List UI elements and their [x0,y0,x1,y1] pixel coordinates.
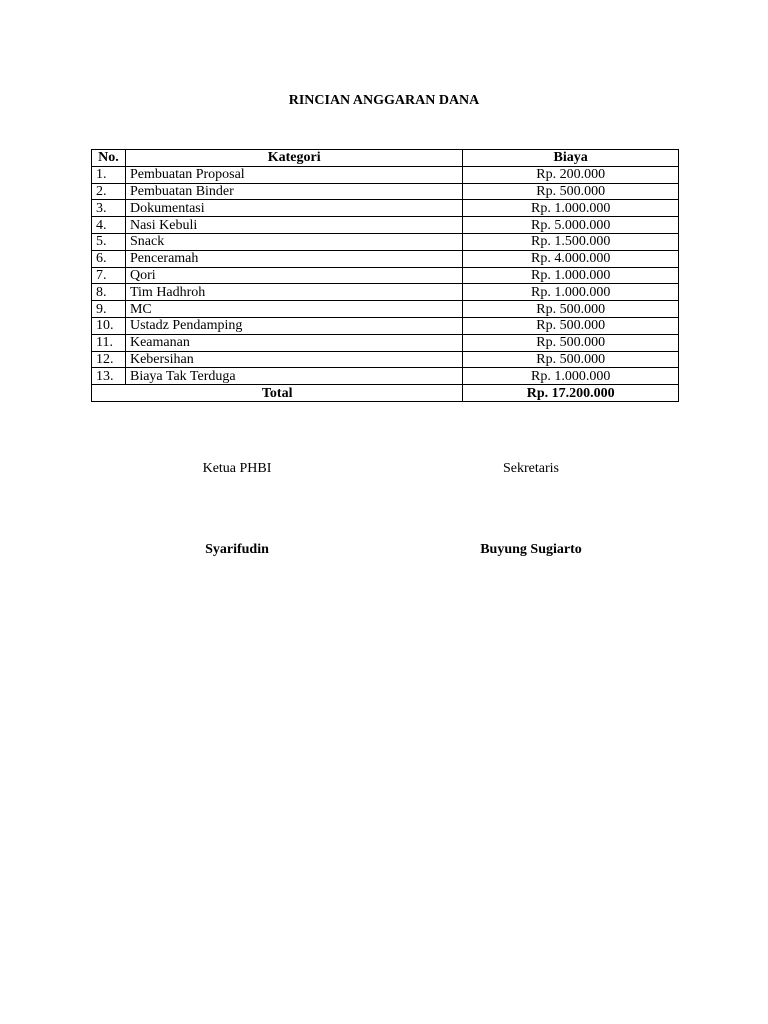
signature-right-role: Sekretaris [503,461,559,476]
table-row [92,301,679,318]
row-no: 2. [92,183,126,200]
header-no: No. [92,150,126,167]
table-header-row [92,150,679,167]
row-category: Pembuatan Proposal [125,166,462,183]
table-row [92,200,679,217]
header-cost: Biaya [463,150,679,167]
row-category: Kebersihan [125,351,462,368]
row-no: 8. [92,284,126,301]
table-row [92,233,679,250]
total-value: Rp. 17.200.000 [463,385,679,402]
signature-right-name: Buyung Sugiarto [480,542,582,557]
row-category: Pembuatan Binder [125,183,462,200]
row-cost: Rp. 200.000 [463,166,679,183]
row-no: 13. [92,368,126,385]
table-row [92,368,679,385]
row-cost: Rp. 500.000 [463,183,679,200]
total-row [92,385,679,402]
table-row [92,351,679,368]
row-no: 6. [92,250,126,267]
total-label: Total [92,385,463,402]
row-category: Dokumentasi [125,200,462,217]
row-cost: Rp. 500.000 [463,351,679,368]
row-category: Nasi Kebuli [125,217,462,234]
budget-table [91,149,679,402]
row-category: Qori [125,267,462,284]
header-category: Kategori [125,150,462,167]
row-category: Keamanan [125,334,462,351]
signature-left-role: Ketua PHBI [202,461,272,476]
table-row [92,317,679,334]
signature-left-name: Syarifudin [205,542,269,557]
table-row [92,334,679,351]
row-cost: Rp. 500.000 [463,334,679,351]
row-cost: Rp. 1.000.000 [463,284,679,301]
row-no: 9. [92,301,126,318]
row-category: Biaya Tak Terduga [125,368,462,385]
row-no: 7. [92,267,126,284]
row-category: Penceramah [125,250,462,267]
document-title: RINCIAN ANGGARAN DANA [288,93,480,108]
row-category: MC [125,301,462,318]
table-row [92,250,679,267]
table-row [92,166,679,183]
row-cost: Rp. 1.000.000 [463,368,679,385]
row-cost: Rp. 500.000 [463,301,679,318]
row-no: 1. [92,166,126,183]
table-row [92,284,679,301]
row-category: Tim Hadhroh [125,284,462,301]
row-no: 3. [92,200,126,217]
row-cost: Rp. 4.000.000 [463,250,679,267]
row-cost: Rp. 1.000.000 [463,267,679,284]
row-no: 12. [92,351,126,368]
table-row [92,267,679,284]
row-category: Snack [125,233,462,250]
row-no: 11. [92,334,126,351]
row-category: Ustadz Pendamping [125,317,462,334]
row-cost: Rp. 1.000.000 [463,200,679,217]
table-row [92,183,679,200]
row-cost: Rp. 500.000 [463,317,679,334]
row-no: 5. [92,233,126,250]
row-cost: Rp. 1.500.000 [463,233,679,250]
row-cost: Rp. 5.000.000 [463,217,679,234]
table-row [92,217,679,234]
row-no: 10. [92,317,126,334]
row-no: 4. [92,217,126,234]
